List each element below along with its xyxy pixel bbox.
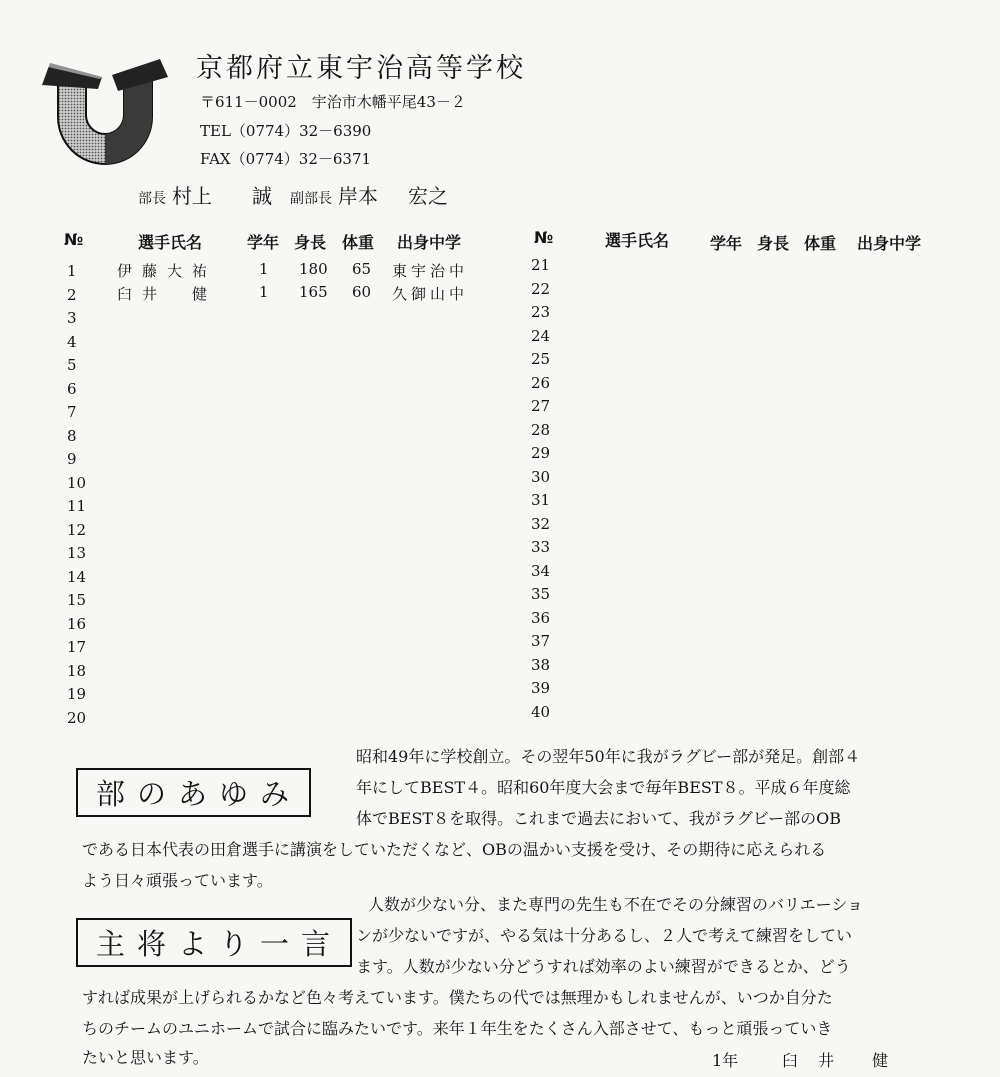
row-number: 39: [531, 679, 551, 697]
right-header-grade: 学年: [710, 234, 743, 253]
row-number: 1: [67, 262, 77, 280]
row-number: 27: [531, 397, 551, 415]
row-number: 17: [67, 638, 87, 656]
row-number: 15: [67, 591, 87, 609]
right-header-school: 出身中学: [857, 234, 922, 253]
history-line-4: である日本代表の田倉選手に講演をしていただくなど、OBの温かい支援を受け、その期待に応えられる: [82, 840, 827, 859]
player-1-school: 東宇治中: [392, 262, 469, 280]
row-number: 7: [67, 403, 77, 421]
head-role: 部長: [138, 191, 166, 207]
row-number: 34: [531, 561, 551, 580]
left-header-height: 身長: [294, 233, 327, 252]
right-header-no: №: [534, 228, 554, 247]
player-1-name: 伊藤大祐: [117, 262, 218, 280]
signature-name: 臼 井 健: [782, 1051, 891, 1070]
left-header-weight: 体重: [342, 233, 375, 252]
row-number: 22: [531, 279, 551, 298]
row-number: 32: [531, 514, 551, 533]
player-2-weight: 60: [352, 283, 372, 301]
row-number: 2: [67, 285, 77, 304]
row-number: 36: [531, 608, 551, 627]
player-2-grade: 1: [259, 283, 269, 301]
deputy-family-name: 岸本: [338, 184, 378, 208]
deputy-role: 副部長: [290, 191, 332, 207]
row-number: 19: [67, 685, 87, 703]
captain-line-4: すれば成果が上げられるかなど色々考えています。僕たちの代では無理かもしれませんが、いつか自分た: [82, 988, 833, 1007]
row-number: 16: [67, 614, 87, 633]
row-number: 14: [67, 567, 87, 586]
right-header-height: 身長: [757, 234, 790, 253]
left-header-no: №: [64, 230, 84, 249]
history-line-2: 年にしてBEST４。昭和60年度大会まで毎年BEST８。平成６年度総: [356, 778, 851, 797]
player-1-height: 180: [299, 260, 328, 278]
row-number: 6: [67, 379, 77, 398]
row-number: 35: [531, 585, 551, 603]
school-name: 京都府立東宇治高等学校: [196, 53, 526, 84]
row-number: 33: [531, 538, 551, 556]
row-number: 9: [67, 450, 77, 468]
right-header-name: 選手氏名: [605, 231, 670, 250]
history-line-3: 体でBEST８を取得。これまで過去において、我がラグビー部のOB: [356, 809, 841, 828]
row-number: 11: [67, 497, 87, 515]
row-number: 29: [531, 444, 551, 462]
captain-line-5: ちのチームのユニホームで試合に臨みたいです。来年１年生をたくさん入部させて、もっと頑張っていき: [82, 1019, 833, 1038]
signature-grade: 1年: [712, 1051, 739, 1070]
row-number: 30: [531, 467, 551, 486]
row-number: 3: [67, 309, 77, 327]
row-number: 10: [67, 473, 87, 492]
school-address: 〒611－0002 宇治市木幡平尾43－２: [200, 93, 466, 111]
row-number: 12: [67, 520, 87, 539]
row-number: 28: [531, 420, 551, 439]
history-line-1: 昭和49年に学校創立。その翌年50年に我がラグビー部が発足。創部４: [356, 747, 861, 766]
row-number: 26: [531, 373, 551, 392]
captain-title: 主将より一言: [76, 918, 352, 967]
row-number: 13: [67, 544, 87, 562]
left-header-grade: 学年: [247, 233, 280, 252]
row-number: 38: [531, 655, 551, 674]
row-number: 25: [531, 350, 551, 368]
head-given-name: 誠: [252, 184, 272, 208]
row-number: 21: [531, 256, 551, 274]
school-tel: TEL（0774）32－6390: [200, 122, 372, 140]
captain-line-6: たいと思います。: [82, 1048, 209, 1067]
left-header-name: 選手氏名: [138, 233, 203, 252]
history-title: 部のあゆみ: [76, 768, 311, 817]
row-number: 8: [67, 426, 77, 445]
school-logo: [40, 55, 170, 170]
captain-line-1: 人数が少ない分、また専門の先生も不在でその分練習のバリエーショ: [368, 895, 864, 914]
deputy-given-name: 宏之: [408, 184, 448, 208]
right-header-weight: 体重: [804, 234, 837, 253]
staff-line: [138, 180, 448, 209]
row-number: 5: [67, 356, 77, 374]
player-1-grade: 1: [259, 260, 269, 278]
player-1-weight: 65: [352, 260, 372, 278]
row-number: 18: [67, 661, 87, 680]
school-fax: FAX（0774）32－6371: [200, 150, 372, 168]
history-line-5: よう日々頑張っています。: [82, 871, 273, 890]
row-number: 4: [67, 332, 77, 351]
player-2-name: 臼井 健: [117, 285, 218, 303]
captain-line-3: ます。人数が少ない分どうすれば効率のよい練習ができるとか、どう: [356, 957, 851, 976]
row-number: 31: [531, 491, 551, 509]
player-2-height: 165: [299, 283, 328, 301]
left-header-school: 出身中学: [397, 233, 462, 252]
head-family-name: 村上: [172, 184, 212, 208]
captain-line-2: ンが少ないですが、やる気は十分あるし、２人で考えて練習をしてい: [356, 926, 853, 945]
row-number: 23: [531, 303, 551, 321]
row-number: 40: [531, 702, 551, 721]
player-2-school: 久御山中: [392, 285, 469, 303]
row-number: 37: [531, 632, 551, 650]
row-number: 24: [531, 326, 551, 345]
row-number: 20: [67, 708, 87, 727]
